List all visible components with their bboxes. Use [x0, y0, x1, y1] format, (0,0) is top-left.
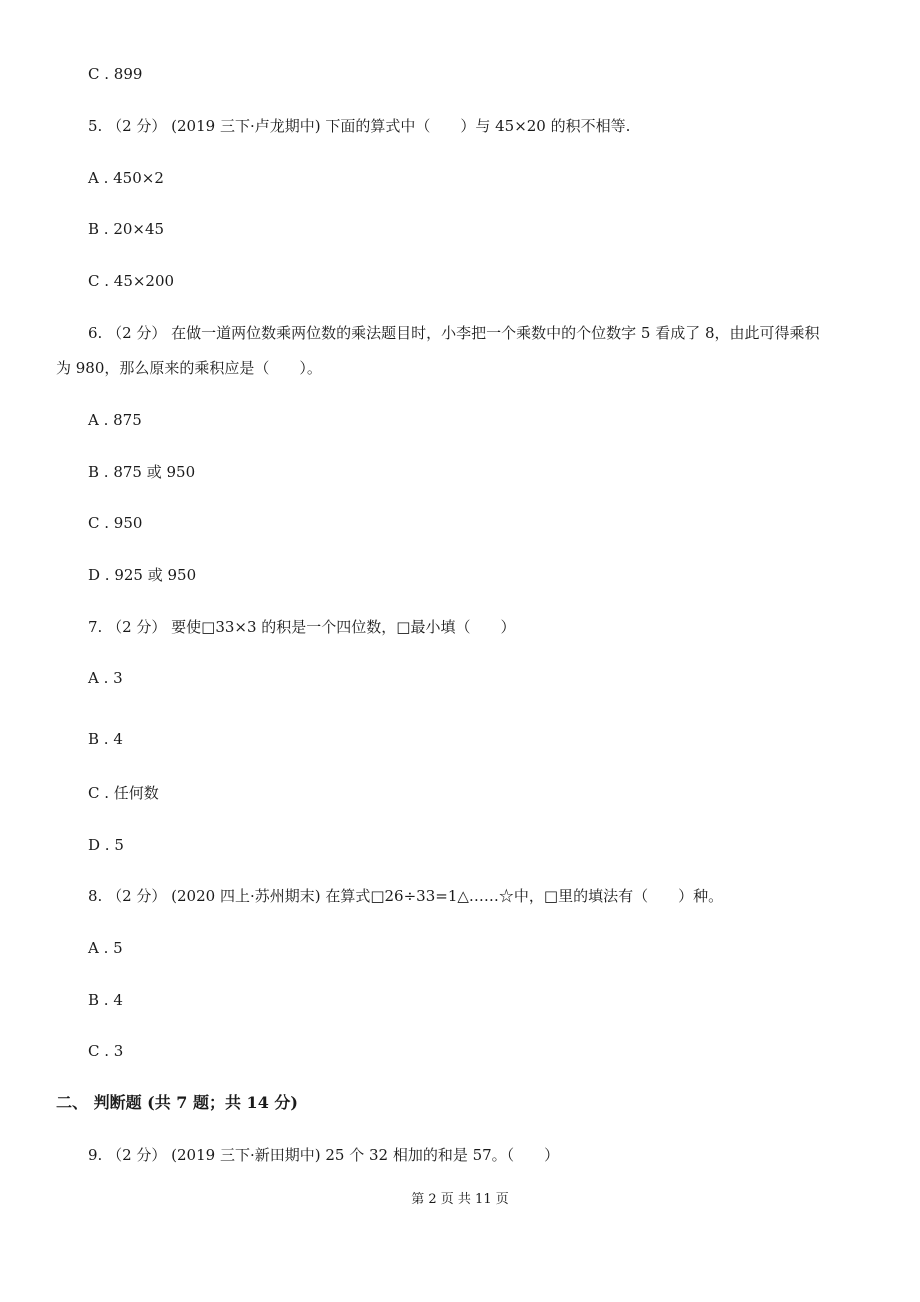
q5-option-a: A . 450×2 — [88, 169, 164, 187]
question-9: 9. （2 分） (2019 三下·新田期中) 25 个 32 相加的和是 57。（ ） — [88, 1146, 560, 1164]
q6-option-c: C . 950 — [88, 514, 143, 532]
question-5: 5. （2 分） (2019 三下·卢龙期中) 下面的算式中（ ）与 45×20 的积不相等. — [88, 117, 631, 135]
q7-option-d: D . 5 — [88, 836, 124, 854]
page-footer: 第 2 页 共 11 页 — [411, 1192, 509, 1207]
q4-option-c: C . 899 — [88, 65, 143, 83]
q8-option-c: C . 3 — [88, 1042, 124, 1060]
q6-option-b: B . 875 或 950 — [88, 463, 196, 481]
q7-option-b: B . 4 — [88, 730, 123, 748]
q6-option-a: A . 875 — [88, 411, 142, 429]
q5-option-c: C . 45×200 — [88, 272, 175, 290]
q7-option-a: A . 3 — [88, 669, 123, 687]
question-6-line-2: 为 980，那么原来的乘积应是（ ）。 — [56, 359, 322, 377]
q5-option-b: B . 20×45 — [88, 220, 165, 238]
section-2-heading: 二、 判断题 (共 7 题；共 14 分) — [56, 1093, 298, 1112]
question-6-line-1: 6. （2 分） 在做一道两位数乘两位数的乘法题目时，小李把一个乘数中的个位数字 5 看成了 8，由此可得乘积 — [88, 324, 820, 342]
question-7: 7. （2 分） 要使□33×3 的积是一个四位数，□最小填（ ） — [88, 618, 516, 636]
q8-option-b: B . 4 — [88, 991, 123, 1009]
q7-option-c: C . 任何数 — [88, 784, 159, 802]
q6-option-d: D . 925 或 950 — [88, 566, 197, 584]
question-8: 8. （2 分） (2020 四上·苏州期末) 在算式□26÷33=1△……☆中，□里的填法有（ ）种。 — [88, 887, 724, 905]
q8-option-a: A . 5 — [88, 939, 123, 957]
